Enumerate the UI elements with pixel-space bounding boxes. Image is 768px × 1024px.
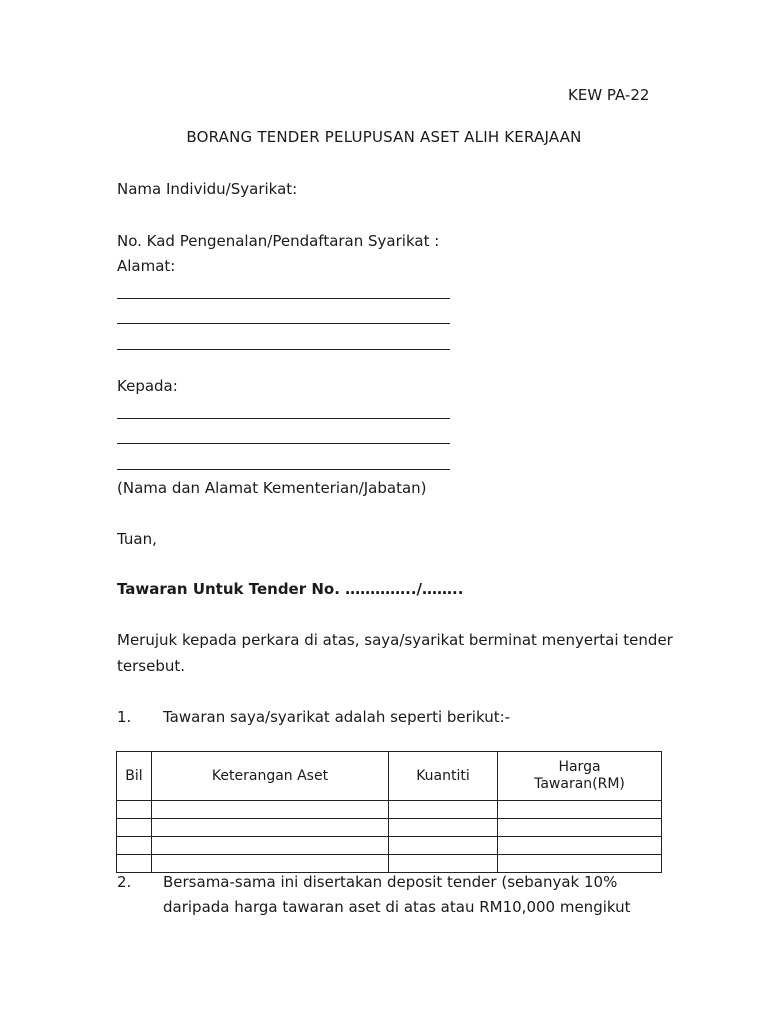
table-cell[interactable]	[389, 801, 498, 819]
table-cell[interactable]	[152, 837, 389, 855]
form-title: BORANG TENDER PELUPUSAN ASET ALIH KERAJAAN	[186, 128, 582, 146]
table-row	[117, 855, 662, 873]
item-1-number: 1.	[117, 708, 132, 726]
table-cell[interactable]	[498, 837, 662, 855]
column-header-harga-line2: Tawaran(RM)	[534, 776, 625, 792]
table-cell[interactable]	[498, 801, 662, 819]
table-cell[interactable]	[152, 819, 389, 837]
table-cell[interactable]	[117, 855, 152, 873]
recipient-line-2[interactable]	[117, 443, 450, 444]
column-header-harga-line1: Harga	[558, 759, 601, 775]
column-header-keterangan: Keterangan Aset	[152, 752, 389, 801]
salutation: Tuan,	[117, 530, 157, 548]
table-cell[interactable]	[152, 855, 389, 873]
intro-paragraph-line-2: tersebut.	[117, 657, 185, 675]
table-row	[117, 837, 662, 855]
table-header-row	[117, 752, 662, 801]
table-cell[interactable]	[498, 819, 662, 837]
item-2-text-line-1: Bersama-sama ini disertakan deposit tender (sebanyak 10%	[163, 873, 618, 891]
table-cell[interactable]	[117, 801, 152, 819]
item-2-number: 2.	[117, 873, 132, 891]
table-cell[interactable]	[117, 819, 152, 837]
intro-paragraph-line-1: Merujuk kepada perkara di atas, saya/syarikat berminat menyertai tender	[117, 631, 673, 649]
address-label: Alamat:	[117, 257, 176, 275]
id-number-label: No. Kad Pengenalan/Pendaftaran Syarikat :	[117, 232, 440, 250]
column-header-kuantiti: Kuantiti	[389, 752, 498, 801]
recipient-caption: (Nama dan Alamat Kementerian/Jabatan)	[117, 479, 427, 497]
address-line-1[interactable]	[117, 298, 450, 299]
subject-line: Tawaran Untuk Tender No. …………../……..	[117, 580, 464, 598]
form-code: KEW PA-22	[568, 86, 650, 104]
tender-offer-table	[116, 751, 662, 873]
name-label: Nama Individu/Syarikat:	[117, 180, 298, 198]
table-row	[117, 801, 662, 819]
column-header-harga	[498, 752, 662, 801]
recipient-line-1[interactable]	[117, 418, 450, 419]
recipient-line-3[interactable]	[117, 469, 450, 470]
table-cell[interactable]	[152, 801, 389, 819]
recipient-label: Kepada:	[117, 377, 178, 395]
table-cell[interactable]	[498, 855, 662, 873]
table-cell[interactable]	[389, 855, 498, 873]
table-cell[interactable]	[389, 819, 498, 837]
item-1-text: Tawaran saya/syarikat adalah seperti berikut:-	[163, 708, 511, 726]
table-cell[interactable]	[389, 837, 498, 855]
item-2-text-line-2: daripada harga tawaran aset di atas atau RM10,000 mengikut	[163, 898, 631, 916]
address-line-2[interactable]	[117, 323, 450, 324]
column-header-bil: Bil	[117, 752, 152, 801]
table-row	[117, 819, 662, 837]
address-line-3[interactable]	[117, 349, 450, 350]
table-cell[interactable]	[117, 837, 152, 855]
